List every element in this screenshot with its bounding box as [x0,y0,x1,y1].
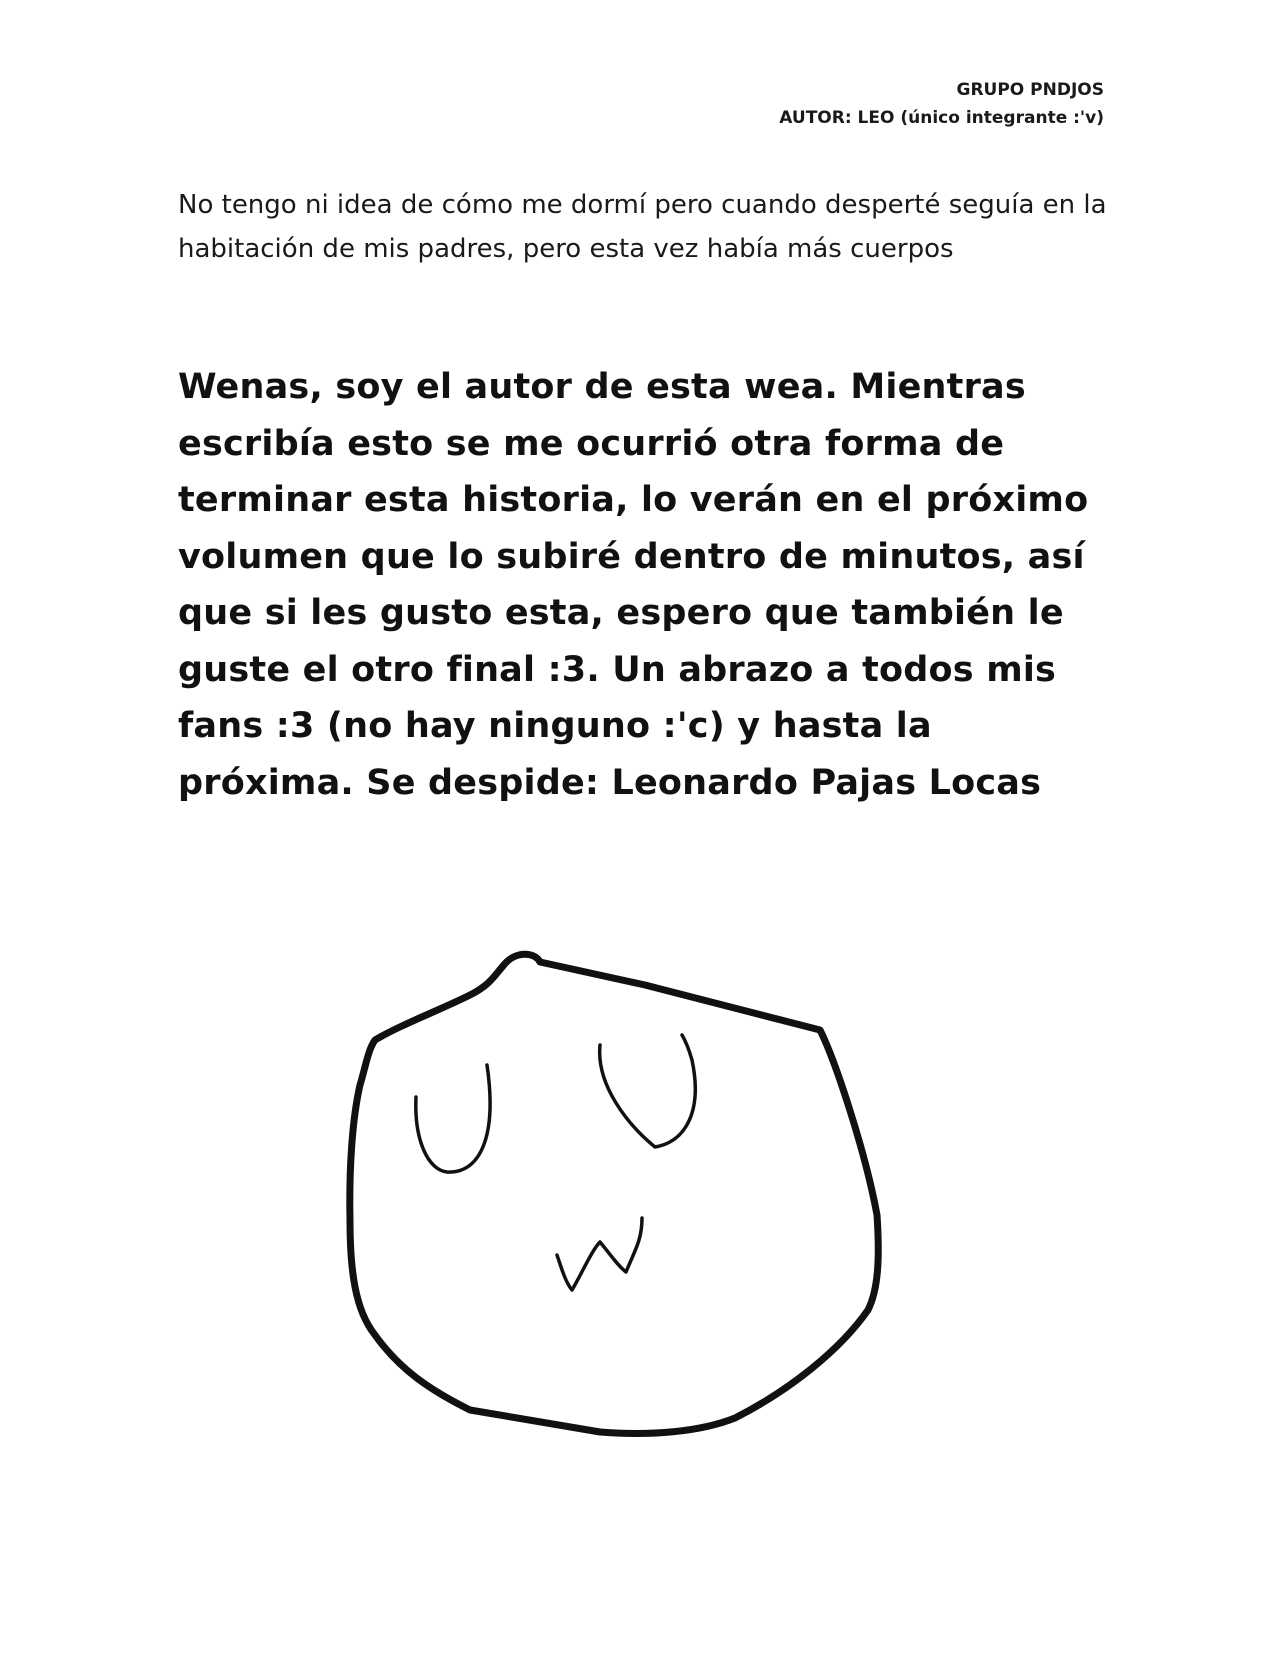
story-paragraph: No tengo ni idea de cómo me dormí pero cuando desperté seguía en la habitación de mis padres, pero esta vez había más cuerpos [178,190,1107,264]
right-eye [600,1035,696,1147]
author-note: Wenas, soy el autor de esta wea. Mientras escribía esto se me ocurrió otra forma de terminar esta historia, lo verán en el próximo volumen que lo subiré dentro de minutos, así que si les gusto esta, espero que también le guste el otro final :3. Un abrazo a todos mis fans :3 (no hay ninguno :'c) y hasta la próxima. Se despide: Leonardo Pajas Locas [178,367,1089,803]
author-line: AUTOR: LEO (único integrante :'v) [779,108,1104,128]
group-name: GRUPO PNDJOS [956,80,1104,100]
left-eye [416,1065,490,1172]
face-outline [350,954,878,1433]
page-header [779,76,1104,132]
mouth [557,1218,642,1290]
